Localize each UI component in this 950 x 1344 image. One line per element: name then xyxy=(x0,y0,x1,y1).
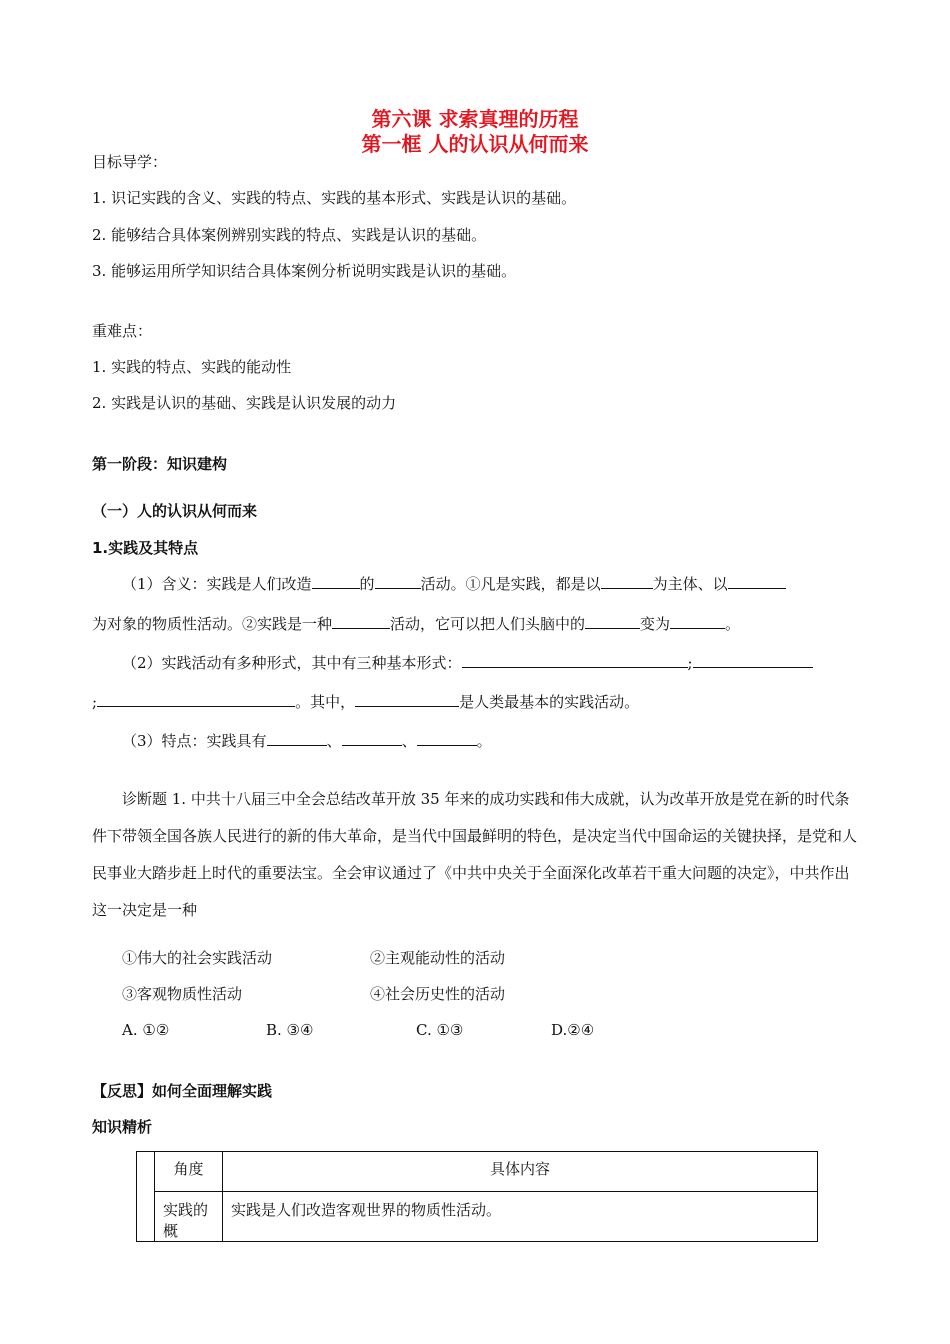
answer-blank[interactable] xyxy=(585,614,640,629)
section-title: 第一框 人的认识从何而来 xyxy=(361,132,589,156)
fill-text: 。 xyxy=(725,615,741,633)
fill-text: （3）特点：实践具有 xyxy=(122,732,267,750)
answer-blank[interactable] xyxy=(332,614,390,629)
answer-blank[interactable] xyxy=(417,731,477,746)
key-point-1: 1. 实践的特点、实践的能动性 xyxy=(92,358,292,376)
statement-4: ④社会历史性的活动 xyxy=(370,985,506,1003)
answer-blank[interactable] xyxy=(601,574,653,589)
fill-line-4 xyxy=(92,692,639,712)
answer-blank[interactable] xyxy=(342,731,402,746)
goal-item-2: 2. 能够结合具体案例辨别实践的特点、实践是认识的基础。 xyxy=(92,226,487,244)
section-subheading: （一）人的认识从何而来 xyxy=(92,502,258,520)
answer-blank[interactable] xyxy=(693,653,813,668)
analysis-heading: 知识精析 xyxy=(92,1118,153,1136)
fill-text: 活动，它可以把人们头脑中的 xyxy=(390,615,586,633)
fill-line-5 xyxy=(122,731,492,751)
answer-blank[interactable] xyxy=(728,574,786,589)
table-cell-angle: 实践的概 xyxy=(155,1192,223,1242)
fill-text: 的 xyxy=(359,575,375,593)
statement-2: ②主观能动性的活动 xyxy=(370,949,506,967)
table-row xyxy=(137,1192,818,1242)
knowledge-table xyxy=(136,1151,818,1242)
diagnosis-stem: 诊断题 1. 中共十八届三中全会总结改革开放 35 年来的成功实践和伟大成就，认为改革开放是党在新的时代条件下带领全国各族人民进行的新的伟大革命，是当代中国最鲜明的特色，是决定当代中国命运的关键抉择，是党和人民事业大踏步赶上时代的重要法宝。全会审议通过了《中共中央关于全面深化改革若干重大问题的决定》，中共作出这一决定是一种 xyxy=(92,790,858,919)
fill-text: 、 xyxy=(401,732,417,750)
stage-heading: 第一阶段：知识建构 xyxy=(92,455,228,473)
choice-b[interactable]: B. ③④ xyxy=(266,1021,314,1039)
table-header-content: 具体内容 xyxy=(223,1152,818,1192)
key-point-2: 2. 实践是认识的基础、实践是认识发展的动力 xyxy=(92,394,397,412)
point-heading: 1.实践及其特点 xyxy=(92,539,199,557)
fill-line-1 xyxy=(122,574,786,594)
goal-item-1: 1. 识记实践的含义、实践的特点、实践的基本形式、实践是认识的基础。 xyxy=(92,189,577,207)
fill-line-3 xyxy=(122,653,813,673)
key-points-heading: 重难点： xyxy=(92,322,153,340)
answer-blank[interactable] xyxy=(267,731,327,746)
answer-blank[interactable] xyxy=(97,692,295,707)
statement-3: ③客观物质性活动 xyxy=(122,985,243,1003)
table-header-row xyxy=(137,1152,818,1192)
answer-blank[interactable] xyxy=(670,614,725,629)
choice-c[interactable]: C. ①③ xyxy=(416,1021,464,1039)
table-cell-spacer xyxy=(137,1152,155,1242)
table-header-angle: 角度 xyxy=(155,1152,223,1192)
answer-blank[interactable] xyxy=(375,574,421,589)
fill-text: 。 xyxy=(476,732,492,750)
lesson-title: 第六课 求索真理的历程 xyxy=(371,107,579,131)
statement-1: ①伟大的社会实践活动 xyxy=(122,949,273,967)
fill-text: 。其中， xyxy=(295,693,356,711)
fill-text: 活动。①凡是实践，都是以 xyxy=(420,575,601,593)
answer-blank[interactable] xyxy=(355,692,459,707)
fill-text: （1）含义：实践是人们改造 xyxy=(122,575,312,593)
reflection-heading: 【反思】如何全面理解实践 xyxy=(92,1082,273,1100)
answer-blank[interactable] xyxy=(462,653,688,668)
fill-text: 为主体、以 xyxy=(652,575,728,593)
fill-text: 、 xyxy=(326,732,342,750)
fill-text: 变为 xyxy=(640,615,671,633)
answer-blank[interactable] xyxy=(312,574,360,589)
fill-text: ; xyxy=(687,654,693,672)
goals-heading: 目标导学： xyxy=(92,153,168,171)
goal-item-3: 3. 能够运用所学知识结合具体案例分析说明实践是认识的基础。 xyxy=(92,262,517,280)
choice-a[interactable]: A. ①② xyxy=(122,1021,170,1039)
fill-text: 为对象的物质性活动。②实践是一种 xyxy=(92,615,333,633)
fill-text: （2）实践活动有多种形式，其中有三种基本形式： xyxy=(122,654,462,672)
fill-text: 是人类最基本的实践活动。 xyxy=(459,693,640,711)
choice-d[interactable]: D.②④ xyxy=(551,1021,595,1039)
fill-line-2 xyxy=(92,614,740,634)
table-cell-content: 实践是人们改造客观世界的物质性活动。 xyxy=(223,1192,818,1242)
fill-text: ; xyxy=(92,693,98,711)
